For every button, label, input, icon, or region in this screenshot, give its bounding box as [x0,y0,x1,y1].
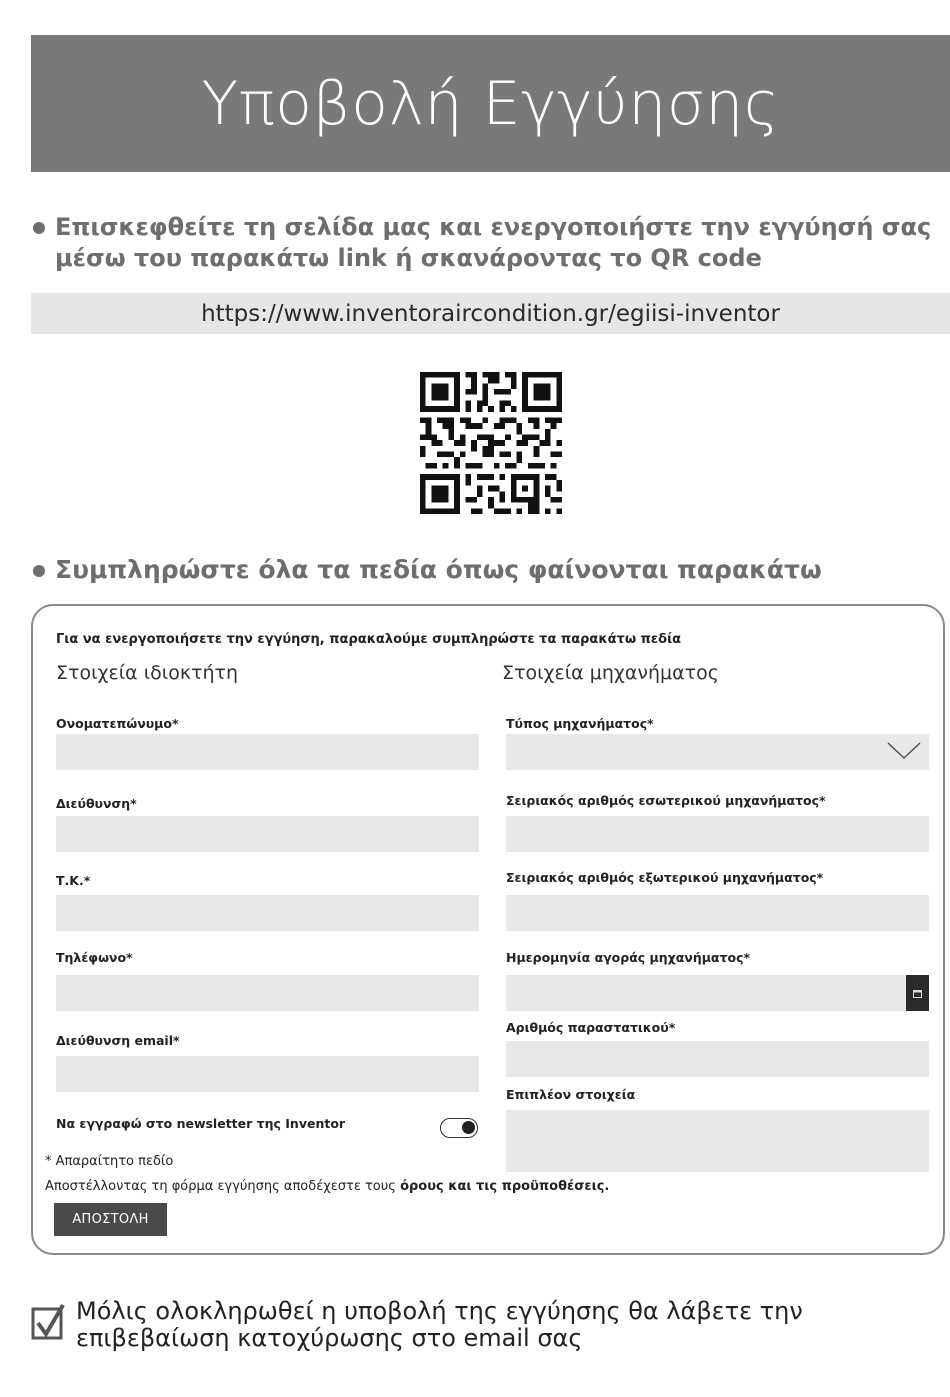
extra-info-label: Επιπλέον στοιχεία [506,1087,636,1102]
fullname-input[interactable] [56,734,479,770]
postcode-input[interactable] [56,895,479,931]
fullname-label: Ονοματεπώνυμο* [56,716,179,731]
serial-outdoor-label: Σειριακός αριθμός εξωτερικού μηχανήματος* [506,870,824,885]
terms-text: Αποστέλλοντας τη φόρμα εγγύησης αποδέχεστε τους [45,1179,401,1194]
instruction-step-2 [33,555,933,585]
toggle-knob [462,1121,475,1134]
address-input[interactable] [56,816,479,852]
terms-link[interactable]: όρους και τις προϋποθέσεις. [400,1179,610,1194]
machine-type-label: Τύπος μηχανήματος* [506,716,654,731]
page-title-banner [31,35,950,172]
serial-outdoor-input[interactable] [506,895,929,931]
owner-section-title: Στοιχεία ιδιοκτήτη [56,662,239,684]
email-input[interactable] [56,1056,479,1092]
phone-input[interactable] [56,975,479,1011]
bullet-icon [33,565,45,577]
bullet-icon [33,222,45,234]
extra-info-textarea[interactable] [506,1110,929,1172]
chevron-down-icon [887,742,921,760]
warranty-url-link[interactable]: https://www.inventoraircondition.gr/egiisi-inventor [201,300,780,327]
page-title: Υποβολή Εγγύησης [201,68,780,139]
instruction-step-1 [33,212,933,274]
calendar-icon [913,989,922,998]
warranty-url-bar[interactable] [31,293,950,334]
email-label: Διεύθυνση email* [56,1033,180,1048]
calendar-button[interactable] [906,975,929,1011]
address-label: Διεύθυνση* [56,796,137,811]
serial-indoor-input[interactable] [506,816,929,852]
submit-button[interactable]: ΑΠΟΣΤΟΛΗ [54,1203,167,1236]
form-intro: Για να ενεργοποιήσετε την εγγύηση, παρακαλούμε συμπληρώστε τα παρακάτω πεδία [56,632,682,647]
instruction-text: Συμπληρώστε όλα τα πεδία όπως φαίνονται παρακάτω [55,555,822,584]
postcode-label: Τ.Κ.* [56,873,91,888]
newsletter-toggle[interactable] [440,1118,478,1138]
required-note: * Απαραίτητο πεδίο [45,1154,174,1169]
instruction-text: Επισκεφθείτε τη σελίδα μας και ενεργοποιήστε την εγγύησή σας μέσω του παρακάτω link ή σκανάροντας το QR code [55,213,932,272]
receipt-label: Αριθμός παραστατικού* [506,1020,676,1035]
machine-section-title: Στοιχεία μηχανήματος [502,662,719,684]
terms-note [45,1179,609,1194]
checkbox-check-icon [31,1303,65,1341]
newsletter-label: Να εγγραφώ στο newsletter της Inventor [56,1116,346,1131]
purchase-date-input[interactable] [506,975,929,1011]
confirmation-text: Μόλις ολοκληρωθεί η υποβολή της εγγύησης θα λάβετε την επιβεβαίωση κατοχύρωσης στο email σας [76,1297,803,1352]
serial-indoor-label: Σειριακός αριθμός εσωτερικού μηχανήματος* [506,793,826,808]
machine-type-select[interactable] [506,734,929,770]
qr-code-icon[interactable] [420,372,562,514]
phone-label: Τηλέφωνο* [56,950,133,965]
purchase-date-label: Ημερομηνία αγοράς μηχανήματος* [506,950,751,965]
receipt-input[interactable] [506,1041,929,1077]
